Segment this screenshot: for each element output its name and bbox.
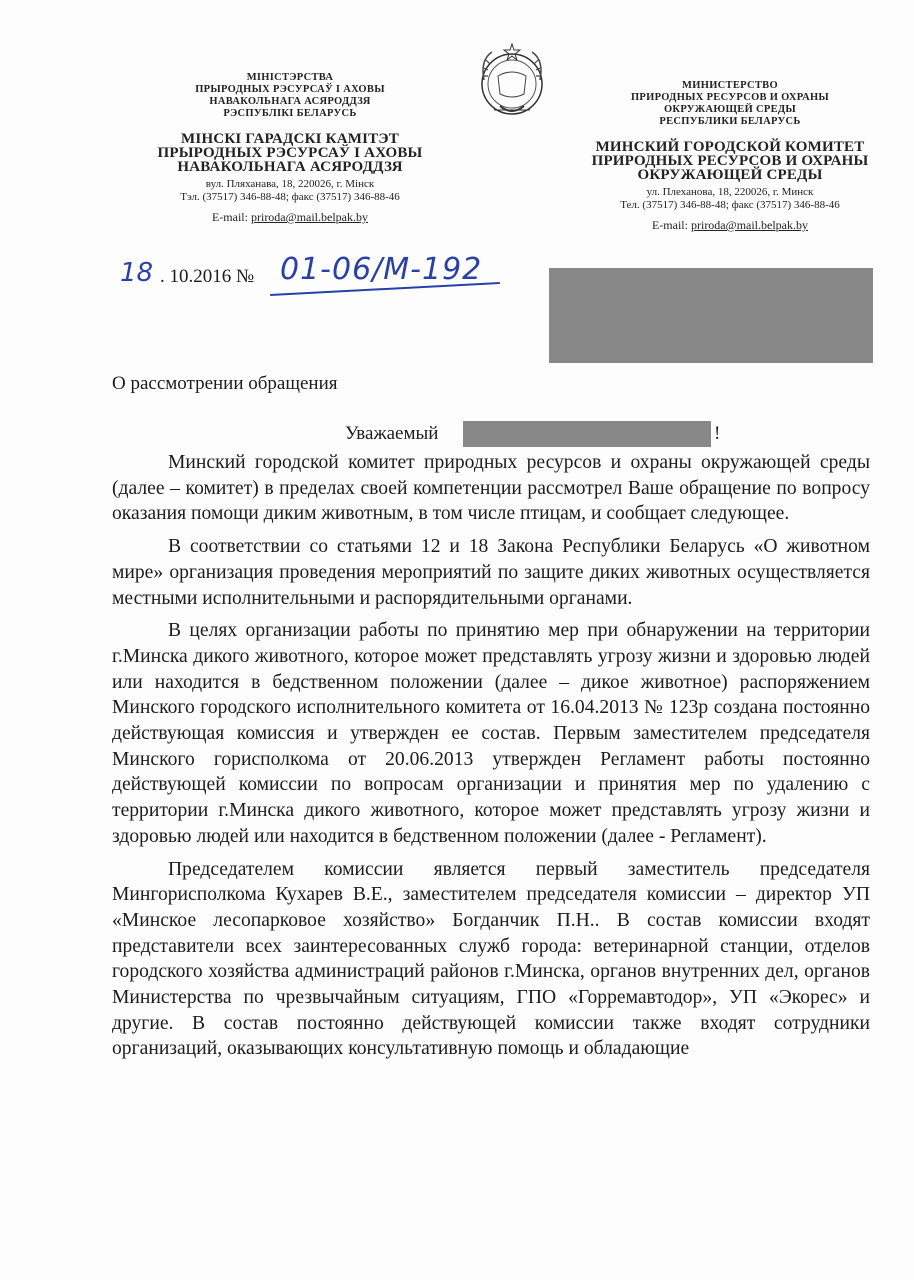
date-number-line (120, 252, 500, 302)
redacted-recipient-name (463, 421, 711, 447)
email-line (140, 210, 440, 225)
ministry-line: РЭСПУБЛІКІ БЕЛАРУСЬ (223, 108, 357, 119)
committee-line: НАВАКОЛЬНАГА АСЯРОДДЗЯ (177, 159, 403, 175)
letter-subject: О рассмотрении обращения (112, 373, 338, 394)
ministry-line: МІНІСТЭРСТВА (246, 72, 334, 83)
committee-line: ПРЫРОДНЫХ РЭСУРСАЎ І АХОВЫ (157, 145, 423, 161)
handwritten-reg-number: 01-06/М-192 (280, 252, 483, 287)
committee-line: ОКРУЖАЮЩЕЙ СРЕДЫ (637, 167, 823, 183)
ministry-line: ПРЫРОДНЫХ РЭСУРСАЎ І АХОВЫ (195, 84, 385, 95)
email-link[interactable]: priroda@mail.belpak.by (690, 218, 809, 232)
address-line: ул. Плеханова, 18, 220026, г. Минск (646, 186, 814, 198)
email-line (560, 218, 900, 233)
body-paragraph: В целях организации работы по принятию мер при обнаружении на территории г.Минска дикого животного, которое может представлять угрозу жизни и здоровью людей или находится в бедственном положении (далее – дикое животное) распоряжением Минского городского исполнительного комитета от 16.04.2013 № 123р создана постоянно действующая комиссия и утвержден ее состав. Первым заместителем председателя Минского горисполкома от 20.06.2013 утвержден Регламент работы постоянно действующей комиссии по вопросам организации и принятия мер по удалению с территории г.Минска дикого животного, которое может представлять угрозу жизни и здоровью людей или находится в бедственном положении (далее - Регламент). (112, 620, 870, 847)
handwritten-day: 18 (120, 258, 154, 288)
email-link[interactable]: priroda@mail.belpak.by (250, 210, 369, 224)
letter-body (112, 450, 870, 1062)
ministry-line: ОКРУЖАЮЩЕЙ СРЕДЫ (663, 104, 797, 115)
letterhead-belarusian (140, 72, 440, 225)
ministry-line: НАВАКОЛЬНАГА АСЯРОДДЗЯ (209, 96, 371, 107)
state-emblem-icon (470, 40, 554, 124)
email-label: E-mail: (211, 210, 248, 224)
body-paragraph: Минский городской комитет природных ресурсов и охраны окружающей среды (далее – комитет) в пределах своей компетенции рассмотрел Ваше обращение по вопросу оказания помощи диким животным, в том числе птицам, и сообщает следующее. (112, 452, 870, 525)
salutation: Уважаемый (345, 423, 439, 444)
committee-line: ПРИРОДНЫХ РЕСУРСОВ И ОХРАНЫ (591, 153, 869, 169)
ministry-line: ПРИРОДНЫХ РЕСУРСОВ И ОХРАНЫ (630, 92, 830, 103)
printed-date: . 10.2016 № (160, 266, 255, 287)
phone-line: Тэл. (37517) 346-88-48; факс (37517) 346-88-46 (180, 191, 400, 203)
body-paragraph: В соответствии со статьями 12 и 18 Закона Республики Беларусь «О животном мире» организация проведения мероприятий по защите диких животных осуществляется местными исполнительными и распорядительными органами. (112, 536, 870, 609)
ministry-line: РЕСПУБЛИКИ БЕЛАРУСЬ (659, 116, 801, 127)
committee-line: МІНСКІ ГАРАДСКІ КАМІТЭТ (181, 131, 399, 147)
email-label: E-mail: (651, 218, 688, 232)
salutation-ending: ! (714, 423, 721, 444)
address-line: вул. Пляханава, 18, 220026, г. Мінск (205, 178, 375, 190)
ministry-line: МИНИСТЕРСТВО (682, 80, 778, 91)
committee-line: МИНСКИЙ ГОРОДСКОЙ КОМИТЕТ (595, 139, 865, 155)
letterhead-russian (560, 80, 900, 233)
redacted-recipient-address (549, 268, 873, 363)
phone-line: Тел. (37517) 346-88-48; факс (37517) 346-88-46 (620, 199, 840, 211)
body-paragraph: Председателем комиссии является первый заместитель председателя Мингорисполкома Кухарев В.Е., заместителем председателя комиссии – директор УП «Минское лесопарковое хозяйство» Богданчик П.Н.. В состав комиссии входят представители всех заинтересованных служб города: ветеринарной станции, отделов городского хозяйства администраций районов г.Минска, органов внутренних дел, органов Министерства по чрезвычайным ситуациям, ГПО «Горремавтодор», УП «Экорес» и другие. В состав постоянно действующей комиссии также входят сотрудники организаций, оказывающих консультативную помощь и обладающие (112, 858, 870, 1060)
